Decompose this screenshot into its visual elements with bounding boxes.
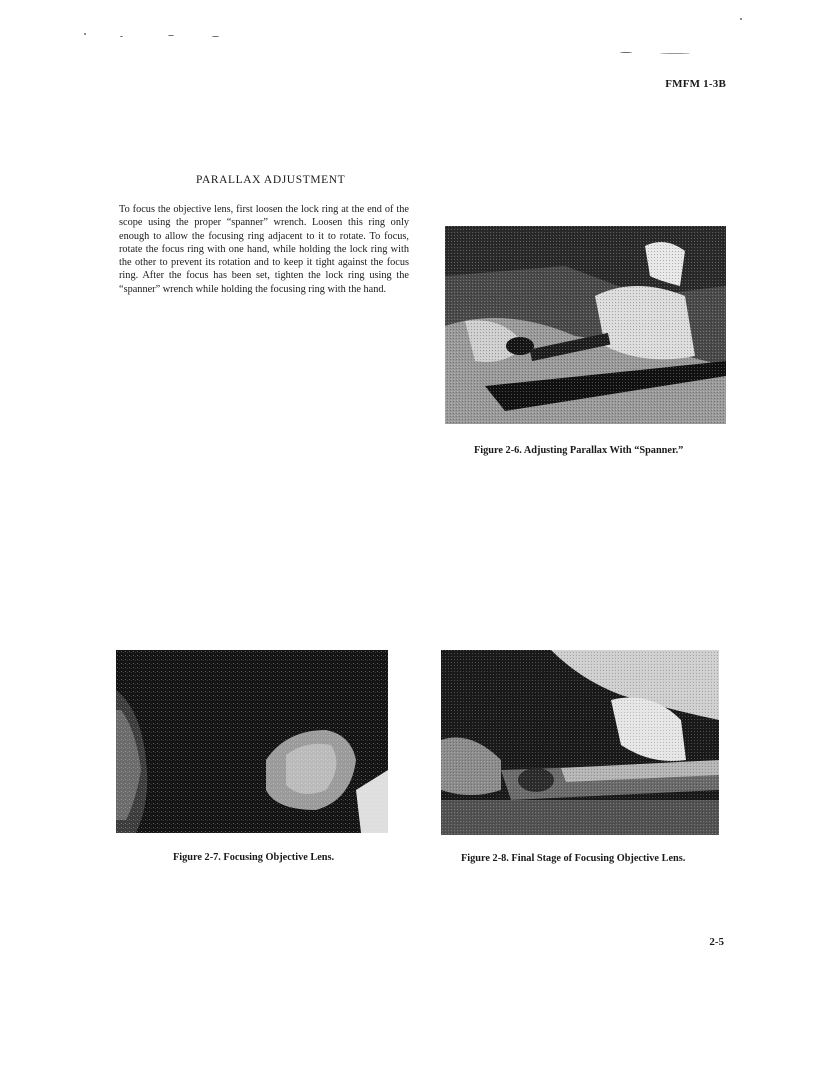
body-paragraph: To focus the objective lens, first loosen the lock ring at the end of the scope using the proper “spanner” wrench. Loosen this ring only enough to allow the focusing ring adjacent to it to rotate. To focus, rotate the focus ring with one hand, while holding the lock ring with the other to prevent its rotation and to keep it tight against the focus ring. After the focus has been set, tighten the lock ring using the “spanner” wrench while holding the focusing ring with the hand. xyxy=(119,204,409,295)
section-title: PARALLAX ADJUSTMENT xyxy=(196,174,346,186)
scan-speck xyxy=(120,36,123,37)
scan-speck xyxy=(620,52,632,53)
figure-2-6-photo xyxy=(445,226,726,424)
figure-2-7-photo xyxy=(116,650,388,833)
page-number: 2-5 xyxy=(709,936,724,948)
scan-speck xyxy=(212,36,219,37)
figure-2-6-caption: Figure 2-6. Adjusting Parallax With “Spanner.” xyxy=(474,445,684,456)
scan-speck xyxy=(660,53,690,54)
scan-speck xyxy=(740,18,742,20)
document-id: FMFM 1-3B xyxy=(665,78,726,90)
figure-2-7-caption: Figure 2-7. Focusing Objective Lens. xyxy=(173,852,335,863)
scan-speck xyxy=(168,35,174,36)
scan-speck xyxy=(84,33,86,35)
figure-2-8-photo xyxy=(441,650,719,835)
figure-2-8-caption: Figure 2-8. Final Stage of Focusing Objective Lens. xyxy=(461,853,686,864)
